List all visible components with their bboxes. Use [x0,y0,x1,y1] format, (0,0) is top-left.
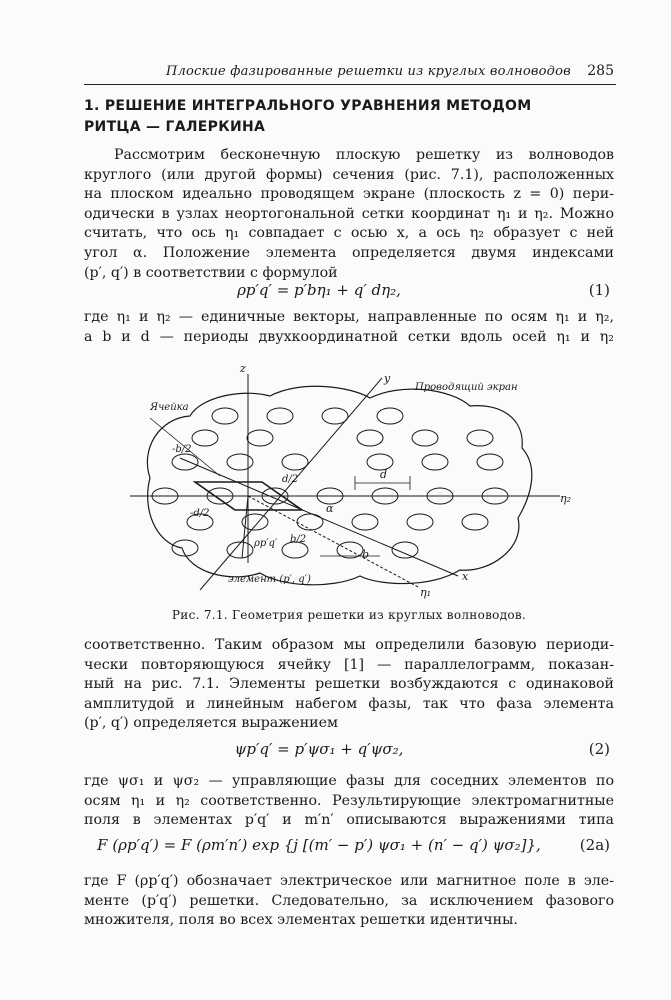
waveguide-element [192,430,218,446]
label-y: y [384,372,391,385]
text-line: где F (ρp′q′) обозначает электрическое или магнитное поле в эле- [84,873,614,889]
dimension-marks [150,418,410,556]
equation-body: ψp′q′ = p′ψσ₁ + q′ψσ₂, [234,740,404,758]
waveguide-element [412,430,438,446]
waveguide-element [477,454,503,470]
text-line: чески повторяющуюся ячейку [1] — параллелограмм, показан- [84,656,614,673]
text-line: угол α. Положение элемента определяется двумя индексами [84,244,614,261]
equation-2a [84,836,614,858]
waveguide-element [377,408,403,424]
text-line: (p′, q′) определяется выражением [84,715,339,732]
waveguide-element [227,542,253,558]
equation-1 [84,281,614,303]
figure-caption: Рис. 7.1. Геометрия решетки из круглых волноводов. [171,608,527,622]
text-line: Рассмотрим бесконечную плоскую решетку из волноводов [114,147,614,163]
equation-2 [84,740,614,762]
waveguide-element [407,514,433,530]
text-line: осям η₁ и η₂ соответственно. Результирующие электромагнитные [84,792,614,809]
equation-number: (1) [588,281,610,299]
label-cell: Ячейка [150,402,189,413]
waveguide-element [212,408,238,424]
text-line: поля в элементах p′q′ и m′n′ описываются выражениями типа [84,812,614,829]
section-heading-line: 1. РЕШЕНИЕ ИНТЕГРАЛЬНОГО УРАВНЕНИЯ МЕТОДОМ [84,98,532,114]
text-line: а b и d — периоды двухкоординатной сетки вдоль осей η₁ и η₂ [84,328,614,345]
label-b-half-neg: -b/2 [172,444,192,455]
paragraph-field [84,872,614,931]
text-line: где η₁ и η₂ — единичные векторы, направленные по осям η₁ и η₂, [84,309,614,325]
label-d-half: d/2 [282,474,299,485]
waveguide-element [357,430,383,446]
label-alpha: α [326,502,334,515]
waveguide-elements [152,408,508,558]
text-line: соответственно. Таким образом мы определили базовую периоди- [84,637,614,653]
waveguide-element [227,454,253,470]
text-line: одически в узлах неортогональной сетки координат η₁ и η₂. Можно [84,205,614,222]
text-line: множителя, поля во всех элементах решетки идентичны. [84,912,518,929]
text-line: круглого (или другой формы) сечения (рис. 7.1), расположенных [84,166,614,183]
section-heading-line: РИТЦА — ГАЛЕРКИНА [84,119,266,135]
label-eta2: η₂ [560,492,571,505]
label-d-half-neg: -d/2 [190,508,210,519]
text-line: менте (p′q′) решетки. Следовательно, за исключением фазового [84,892,614,909]
waveguide-element [467,430,493,446]
waveguide-element [462,514,488,530]
label-rho: ρp′q′ [254,538,278,549]
running-title: Плоские фазированные решетки из круглых волноводов [166,64,571,79]
page-number: 285 [587,63,614,79]
rho-vector [242,496,248,558]
waveguide-element [267,408,293,424]
waveguide-element [352,514,378,530]
label-eta1: η₁ [420,586,431,599]
paragraph-cell [84,636,614,734]
text-line: ный на рис. 7.1. Элементы решетки возбуждаются с одинаковой [84,676,614,693]
text-line: на плоском идеально проводящем экране (плоскость z = 0) пери- [84,186,614,203]
waveguide-element [297,514,323,530]
waveguide-element [172,454,198,470]
text-line: (p′, q′) в соответствии с формулой [84,264,338,281]
waveguide-element [282,454,308,470]
section-heading [84,96,604,138]
waveguide-element [422,454,448,470]
paragraph-vectors [84,308,614,347]
lattice-diagram [130,358,580,600]
label-d: d [380,468,388,481]
paragraph-phases [84,772,614,831]
waveguide-element [247,430,273,446]
label-screen: Проводящий экран [415,382,518,393]
label-b-half: b/2 [290,534,307,545]
figure-lattice-geometry [130,358,580,600]
label-element: элемент (p′, q′) [228,574,311,585]
label-b: b [362,548,370,561]
paragraph-intro [84,146,614,283]
label-z: z [240,362,246,375]
equation-body: ρp′q′ = p′bη₁ + q′ dη₂, [237,281,401,299]
equation-body: F (ρp′q′) = F (ρm′n′) exp {j [(m′ − p′) ψσ₁ + (n′ − q′) ψσ₂]}, [97,836,541,854]
x-axis [180,458,458,576]
text-line: где ψσ₁ и ψσ₂ — управляющие фазы для соседних элементов по [84,773,614,789]
text-line: считать, что ось η₁ совпадает с осью x, а ось η₂ образует с ней [84,225,614,242]
running-head [84,62,616,85]
label-x: x [462,570,469,583]
equation-number: (2a) [579,836,610,854]
equation-number: (2) [588,740,610,758]
text-line: амплитудой и линейным набегом фазы, так что фаза элемента [84,695,614,712]
